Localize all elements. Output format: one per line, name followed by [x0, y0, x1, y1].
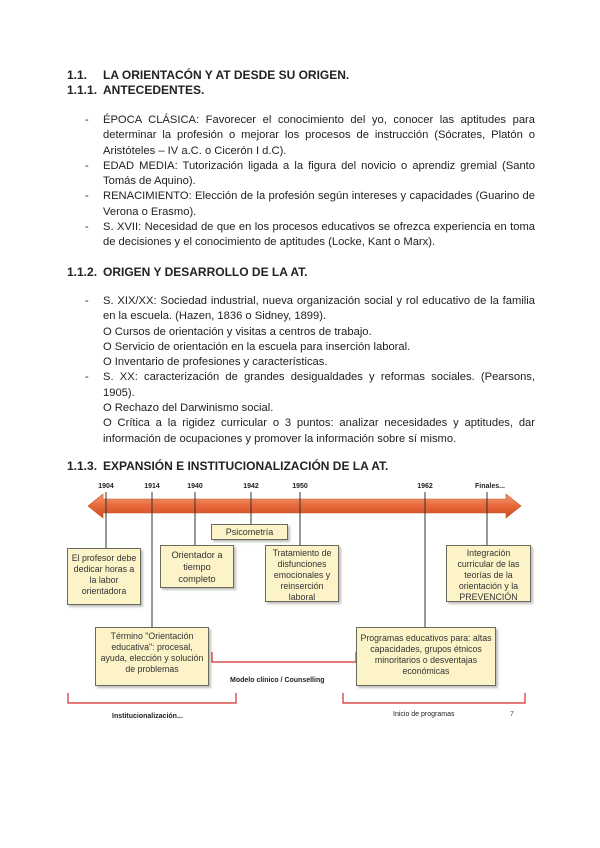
list-item [85, 294, 535, 370]
heading-title: ORIGEN Y DESARROLLO DE LA AT. [103, 265, 308, 279]
year-label: 1942 [243, 483, 259, 490]
timeline-arrow [88, 494, 521, 518]
heading-1-1-2 [67, 265, 307, 279]
sub-item: O Rechazo del Darwinismo social. [103, 402, 274, 415]
heading-number: 1.1.2. [67, 265, 98, 279]
heading-number: 1.1.3. [67, 459, 98, 473]
label-institucionalizacion: Institucionalización... [112, 713, 183, 720]
heading-number: 1.1. [67, 68, 88, 82]
list-item-text: S. XX: caracterización de grandes desigualdades y reformas sociales. (Pearsons, 1905). [103, 371, 535, 399]
box-programas: Programas educativos para: altas capacidades, grupos étnicos minoritarios o desventajas económicas [356, 627, 496, 686]
heading-title: ANTECEDENTES. [103, 83, 205, 97]
sub-item: O Crítica a la rigidez curricular o 3 puntos: analizar necesidades y aptitudes, dar información de ocupaciones y promover la información sobre sí mismo. [103, 417, 535, 445]
label-inicio-programas: Inicio de programas [393, 711, 455, 718]
box-integracion: Integración curricular de las teorías de la orientación y la PREVENCIÓN [446, 545, 531, 602]
year-label: 1962 [417, 483, 433, 490]
year-label: 1950 [292, 483, 308, 490]
sub-item: O Servicio de orientación en la escuela para inserción laboral. [103, 340, 411, 353]
list-item: - EDAD MEDIA: Tutorización ligada a la figura del novicio o aprendiz gremial (Santo Tomás de Aquino). [85, 159, 535, 190]
year-label: 1904 [98, 483, 114, 490]
heading-1-1 [67, 68, 349, 82]
origen-list [85, 294, 535, 447]
heading-1-1-1 [67, 83, 204, 97]
year-label: 1940 [187, 483, 203, 490]
antecedentes-list [85, 113, 535, 251]
sub-item: O Inventario de profesiones y características. [103, 356, 328, 369]
year-label: Finales... [475, 483, 505, 490]
box-tratamiento: Tratamiento de disfunciones emocionales y reinserción laboral [265, 545, 339, 602]
list-item-text: S. XIX/XX: Sociedad industrial, nueva organización social y rol educativo de la familia en la escuela. (Hazen, 1836 o Sidney, 1899). [103, 295, 535, 323]
box-psicometria: Psicometría [211, 524, 288, 540]
slide-page-number: 7 [510, 711, 514, 718]
year-label: 1914 [144, 483, 160, 490]
list-item: - ÉPOCA CLÁSICA: Favorecer el conocimiento del yo, conocer las aptitudes para determinar la profesión o mejorar los procesos de instrucción (Sócrates, Platón o Aristóteles – IV a.C. o Cicerón I d.C). [85, 113, 535, 159]
heading-title: LA ORIENTACÓN Y AT DESDE SU ORIGEN. [103, 68, 350, 82]
label-modelo-clinico: Modelo clínico / Counselling [230, 677, 325, 684]
box-profesor: El profesor debe dedicar horas a la labor orientadora [67, 548, 141, 605]
list-item: - S. XVII: Necesidad de que en los procesos educativos se ofrezca experiencia en toma de decisiones y el conocimiento de aptitudes (Locke, Kant o Marx). [85, 220, 535, 251]
heading-title: EXPANSIÓN E INSTITUCIONALIZACIÓN DE LA AT. [103, 459, 389, 473]
box-orientador: Orientador a tiempo completo [160, 545, 234, 588]
box-termino: Término "Orientación educativa": procesal, ayuda, elección y solución de problemas [95, 627, 209, 686]
heading-1-1-3 [67, 459, 388, 473]
list-item: - RENACIMIENTO: Elección de la profesión según intereses y capacidades (Guarino de Verona o Erasmo). [85, 189, 535, 220]
sub-item: O Cursos de orientación y visitas a centros de trabajo. [103, 325, 372, 338]
list-item [85, 370, 535, 446]
heading-number: 1.1.1. [67, 83, 98, 97]
